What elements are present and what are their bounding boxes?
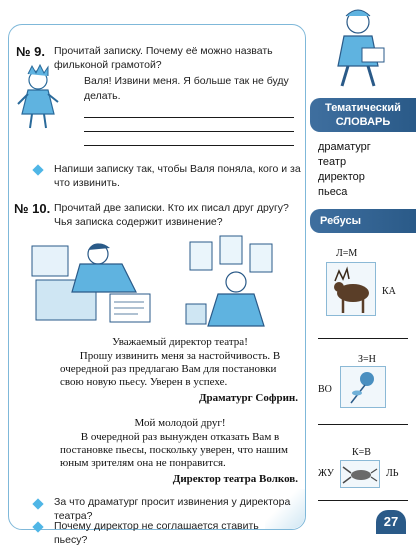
rebus-2-prefix: ВО [318,384,332,395]
dictionary-title-line-2: СЛОВАРЬ [335,116,391,128]
letter-2-greeting: Мой молодой друг! [134,417,226,429]
letter-1-signature: Драматург Софрин. [198,392,298,404]
rose-icon [341,367,385,407]
letter-2-signature: Директор театра Волков. [172,473,298,485]
note-line-1: Валя! Извини меня. Я больше так не буду [84,75,289,87]
playwright-illustration [26,236,156,326]
writing-line-3[interactable] [84,145,294,146]
rebus-1-picture [326,262,376,316]
question-1: За что драматург просит извинения у директора театра? [54,496,291,522]
letter-2-body-1: В очередной раз вынужден отказать Вам в [80,431,280,443]
rebus-3-picture [340,460,380,488]
rebus-3-hint: К=В [352,447,371,458]
writing-line-1[interactable] [84,117,294,118]
letter-1-greeting: Уважаемый директор театра! [112,336,248,348]
exercise-9-prompt: Прочитай записку. Почему её можно назвать фильконой грамотой? [54,45,273,71]
exercise-9-number: № 9. [16,44,45,59]
girl-illustration [14,64,64,132]
dictionary-header [310,98,416,132]
rebus-3-suffix: ЛЬ [386,468,399,479]
exercise-10-prompt: Прочитай две записки. Кто их писал друг другу? Чья записка содержит извинение? [54,202,289,228]
dictionary-title-line-1: Тематический [325,102,401,114]
rebus-3-prefix: ЖУ [318,468,334,479]
question-2: Почему директор не соглашается ставить пьесу? [54,520,259,546]
exercise-10-number: № 10. [14,201,51,216]
rebus-2-picture [340,366,386,408]
letter-1-body-1: Прошу извинить меня за настойчивость. В [79,350,281,362]
exercise-9-task: Напиши записку так, чтобы Валя поняла, кого и за что извинить. [54,163,301,189]
writing-line-2[interactable] [84,131,294,132]
rebus-1-answer-line[interactable] [318,338,408,339]
note-line-2: делать. [84,90,121,102]
dict-word-3: директор [318,171,365,183]
rebus-2-hint: З=Н [358,354,376,365]
letter-1-body-3: свою новую пьесу. Уверен в успехе. [60,376,228,388]
rebus-1-hint: Л=М [336,248,358,259]
rebus-1-suffix: КА [382,286,396,297]
rebus-2-answer-line[interactable] [318,424,408,425]
letter-2-body-3: юным зрителям она не понравится. [60,457,226,469]
rebus-header: Ребусы [310,209,416,233]
boy-illustration [322,4,392,90]
letter-2-body-2: постановке пьесы, поскольку уверен, что нашим [60,444,288,456]
letter-1-body-2: очередной раз предлагаю Вам для постановки [60,363,277,375]
crayfish-icon [341,461,379,487]
director-illustration [182,234,282,328]
dict-word-1: драматург [318,141,371,153]
rebus-3-answer-line[interactable] [318,500,408,501]
page-number: 27 [376,510,406,534]
moose-icon [327,263,375,315]
dict-word-2: театр [318,156,347,168]
dict-word-4: пьеса [318,186,348,198]
